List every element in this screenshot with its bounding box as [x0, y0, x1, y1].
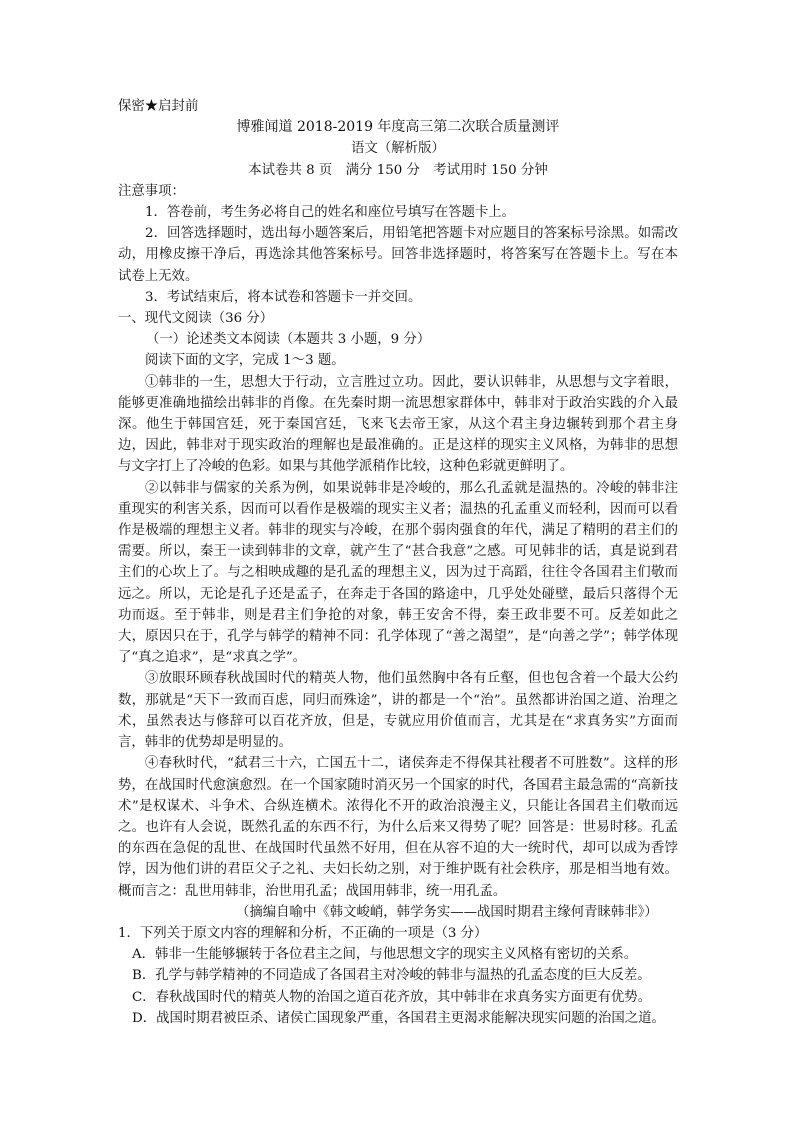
secret-label: 保密★启封前 — [118, 99, 199, 114]
exam-title: 博雅闻道 2018-2019 年度高三第二次联合质量测评 — [236, 119, 560, 136]
exam-page — [118, 96, 678, 1029]
passage — [118, 372, 678, 902]
reading-instruction: 阅读下面的文字，完成 1～3 题。 — [145, 353, 345, 369]
question-stem: 1．下列关于原文内容的理解和分析，不正确的一项是（3 分） — [118, 925, 488, 941]
exam-info: 本试卷共 8 页 满分 150 分 考试用时 150 分钟 — [248, 162, 548, 178]
subject-title: 语文（解析版） — [351, 141, 445, 157]
note-item-1: 1．答卷前，考生务必将自己的姓名和座位号填写在答题卡上。 — [145, 205, 516, 221]
passage-source: （摘编自喻中《韩文峻峭，韩学务实——战国时期君主缘何青睐韩非》） — [236, 904, 658, 920]
option-c: C．春秋战国时代的精英人物的治国之道百花齐放，其中韩非在求真务实方面更有优势。 — [132, 989, 652, 1005]
passage-paragraph-3: ③放眼环顾春秋战国时代的精英人物，他们虽然胸中各有丘壑，但也包含着一个最大公约数，那就是“天下一致而百虑，同归而殊途”，讲的都是一个“治”。虽然都讲治国之道、治理之术，虽然表达与修辞可以百花齐放，但是，专就应用价值而言，尤其是在“求真务实”方面而言，韩非的优势却是明显的。 — [118, 671, 678, 751]
passage-paragraph-2: ②以韩非与儒家的关系为例，如果说韩非是冷峻的，那么孔孟就是温热的。冷峻的韩非注重现实的利害关系，因而可以看作是极端的现实主义者；温热的孔孟重义而轻利，因而可以看作是极端的理想主义者。韩非的现实与冷峻，在那个弱肉强食的年代，满足了精明的君主们的需要。所以，秦王一读到韩非的文章，就产生了“甚合我意”之感。可见韩非的话，真是说到君主们的心坎上了。与之相映成趣的是孔孟的理想主义，因为过于高蹈，往往令各国君主们敬而远之。所以，无论是孔子还是孟子，在奔走于各国的路途中，几乎处处碰壁，最后只落得个无功而返。至于韩非，则是君主们争抢的对象，韩王安舍不得，秦王政非要不可。反差如此之大，原因只在于，孔学与韩学的精神不同：孔学体现了“善之渴望”，是“向善之学”；韩学体现了“真之追求”，是“求真之学”。 — [118, 480, 678, 666]
note-item-3: 3．考试结束后，将本试卷和答题卡一并交回。 — [145, 289, 422, 305]
passage-paragraph-4: ④春秋时代，“弑君三十六，亡国五十二，诸侯奔走不得保其社稷者不可胜数”。这样的形势，在战国时代愈演愈烈。在一个国家随时消灭另一个国家的时代，各国君主最急需的“高新技术”是权谋术、斗争术、合纵连横术。浓得化不开的政治浪漫主义，只能让各国君主们敬而远之。也许有人会说，既然孔孟的东西不行，为什么后来又得势了呢？回答是：世易时移。孔孟的东西在急促的乱世、在战国时代虽然不好用，但在从容不迫的大一统时代，却可以成为香饽饽，因为他们讲的君臣父子之礼、夫妇长幼之别，对于维护既有社会秩序，那是相当地有效。概而言之：乱世用韩非，治世用孔孟；战国用韩非，统一用孔孟。 — [118, 756, 678, 899]
note-item-2: 2．回答选择题时，选出每小题答案后，用铅笔把答题卡对应题目的答案标号涂黑。如需改动，用橡皮擦干净后，再选涂其他答案标号。回答非选择题时，将答案写在答题卡上。写在本试卷上无效。 — [118, 226, 678, 284]
section-heading: 一、现代文阅读（36 分） — [118, 311, 274, 327]
notes-heading: 注意事项： — [118, 183, 185, 199]
passage-paragraph-1: ①韩非的一生，思想大于行动，立言胜过立功。因此，要认识韩非，从思想与文字着眼，能够更准确地描绘出韩非的肖像。在先秦时期一流思想家群体中，韩非对于政治实践的介入最深。他生于韩国宫廷，死于秦国宫廷，飞来飞去帝王家，从这个君主身边辗转到那个君主身边，因此，韩非对于现实政治的理解也是最准确的。正是这样的现实主义风格，为韩非的思想与文字打上了冷峻的色彩。如果与其他学派稍作比较，这种色彩就更鲜明了。 — [118, 374, 678, 475]
option-d: D．战国时期君被臣杀、诸侯亡国现象严重，各国君主更渴求能解决现实问题的治国之道。 — [132, 1010, 665, 1026]
subsection-heading: （一）论述类文本阅读（本题共 3 小题，9 分） — [146, 332, 431, 348]
option-a: A．韩非一生能够辗转于各位君主之间，与他思想文字的现实主义风格有密切的关系。 — [132, 947, 638, 963]
option-b: B．孔学与韩学精神的不同造成了各国君主对冷峻的韩非与温热的孔孟态度的巨大反差。 — [132, 968, 651, 984]
